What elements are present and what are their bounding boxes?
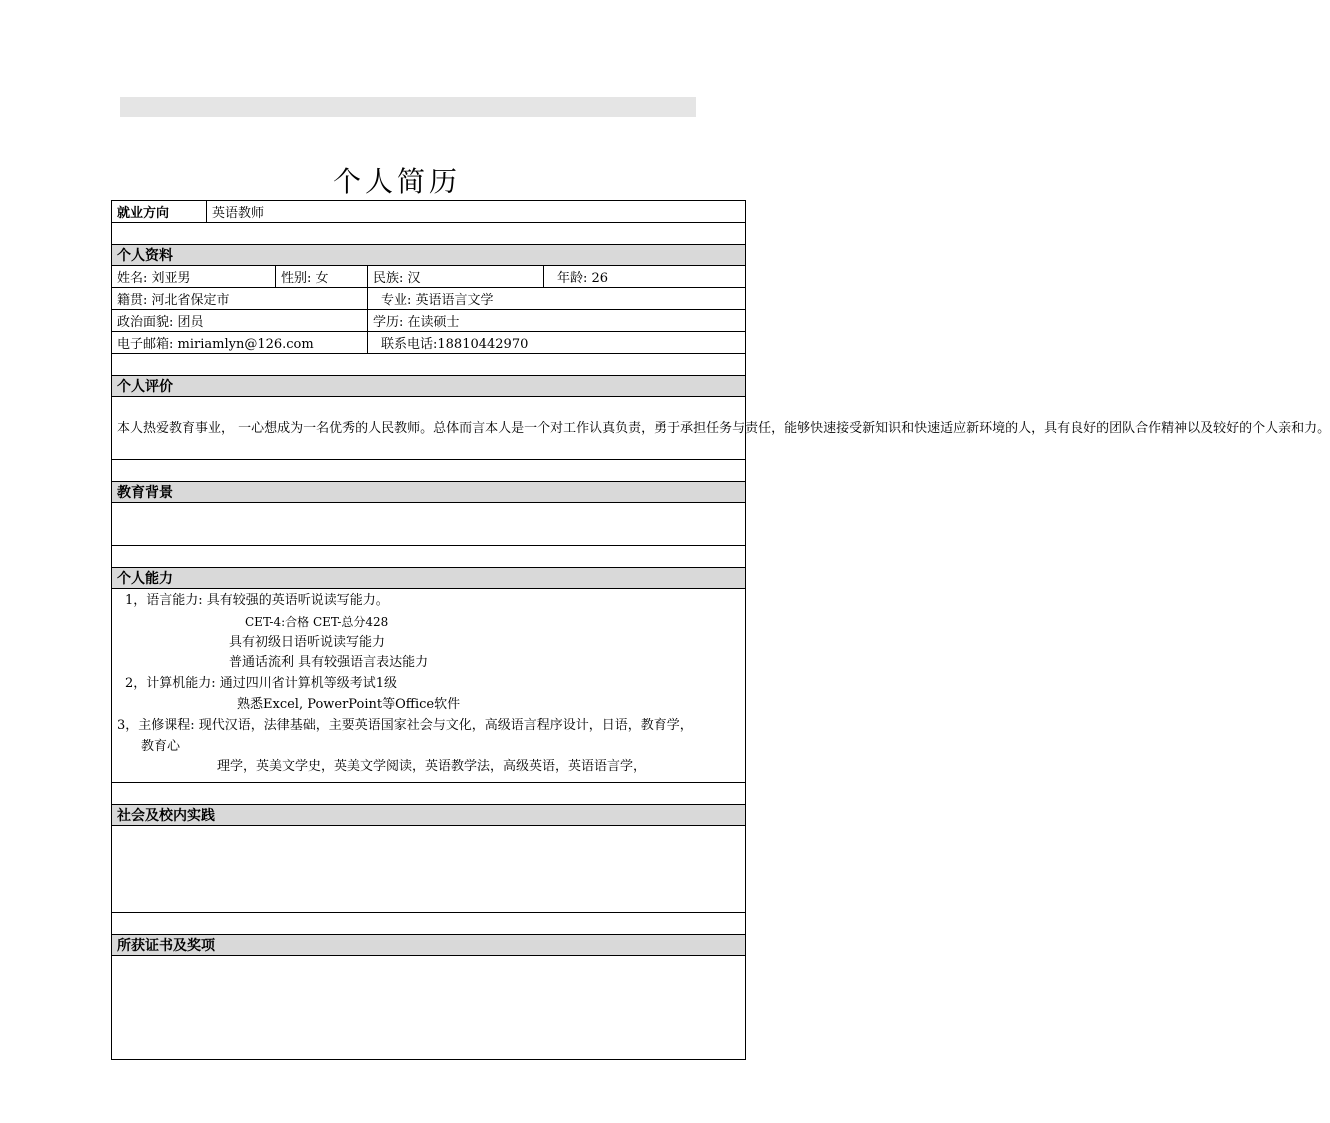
skill-line: CET-4:合格 CET-总分428: [245, 614, 389, 629]
spacer-row: [112, 783, 746, 805]
skill-line: 具有初级日语听说读写能力: [229, 634, 386, 650]
phone-text: 联系电话:18810442970: [381, 337, 529, 352]
resume-table: [111, 200, 1330, 1060]
phone-cell: [368, 332, 746, 354]
education-header: 教育背景: [112, 482, 746, 503]
skill-line: 2，计算机能力: 通过四川省计算机等级考试1级: [125, 676, 398, 692]
job-label: 就业方向: [112, 201, 207, 223]
major-cell: [368, 288, 746, 310]
gender-cell: 性别: 女: [276, 266, 368, 288]
education-content: [112, 503, 746, 546]
skill-line: 1，语言能力: 具有较强的英语听说读写能力。: [125, 593, 389, 608]
document-title: 个人简历: [332, 165, 461, 198]
skill-line: 普通话流利 具有较强语言表达能力: [229, 655, 429, 671]
personal-info-header: 个人资料: [112, 245, 746, 266]
age-text: 年龄: 26: [557, 271, 609, 286]
hometown-cell: 籍贯: 河北省保定市: [112, 288, 368, 310]
practice-content: [112, 826, 746, 913]
evaluation-header: 个人评价: [112, 376, 746, 397]
spacer-row: [112, 546, 746, 568]
header-shade-bar: [120, 97, 696, 117]
education-level-cell: 学历: 在读硕士: [368, 310, 746, 332]
age-cell: [544, 266, 746, 288]
skill-line: 熟悉Excel, PowerPoint等Office软件: [237, 696, 461, 712]
major-text: 专业: 英语语言文学: [381, 293, 494, 308]
spacer-row: [112, 913, 746, 935]
spacer-row: [112, 354, 746, 376]
job-value: 英语教师: [207, 201, 746, 223]
awards-content: [112, 956, 746, 1060]
skill-line: 理学，英美文学史，英美文学阅读，英语教学法，高级英语，英语语言学，: [217, 759, 647, 775]
skill-line: 教育心: [141, 738, 181, 754]
name-cell: 姓名: 刘亚男: [112, 266, 276, 288]
practice-header: 社会及校内实践: [112, 805, 746, 826]
evaluation-text: 本人热爱教育事业， 一心想成为一名优秀的人民教师。总体而言本人是一个对工作认真负责，勇于承担任务与责任，能够快速接受新知识和快速适应新环境的人，具有良好的团队合作精神以及较好的个人亲和力。: [112, 397, 746, 460]
politics-cell: 政治面貌: 团员: [112, 310, 368, 332]
job-row: [112, 201, 746, 223]
spacer-row: [112, 460, 746, 482]
skills-header: 个人能力: [112, 568, 746, 589]
ethnicity-cell: 民族: 汉: [368, 266, 544, 288]
email-cell: 电子邮箱: miriamlyn@126.com: [112, 332, 368, 354]
awards-header: 所获证书及奖项: [112, 935, 746, 956]
spacer-row: [112, 223, 746, 245]
skills-content: [112, 589, 746, 783]
skill-line: 3，主修课程: 现代汉语，法律基础，主要英语国家社会与文化，高级语言程序设计，日语，教育学，: [117, 717, 693, 733]
